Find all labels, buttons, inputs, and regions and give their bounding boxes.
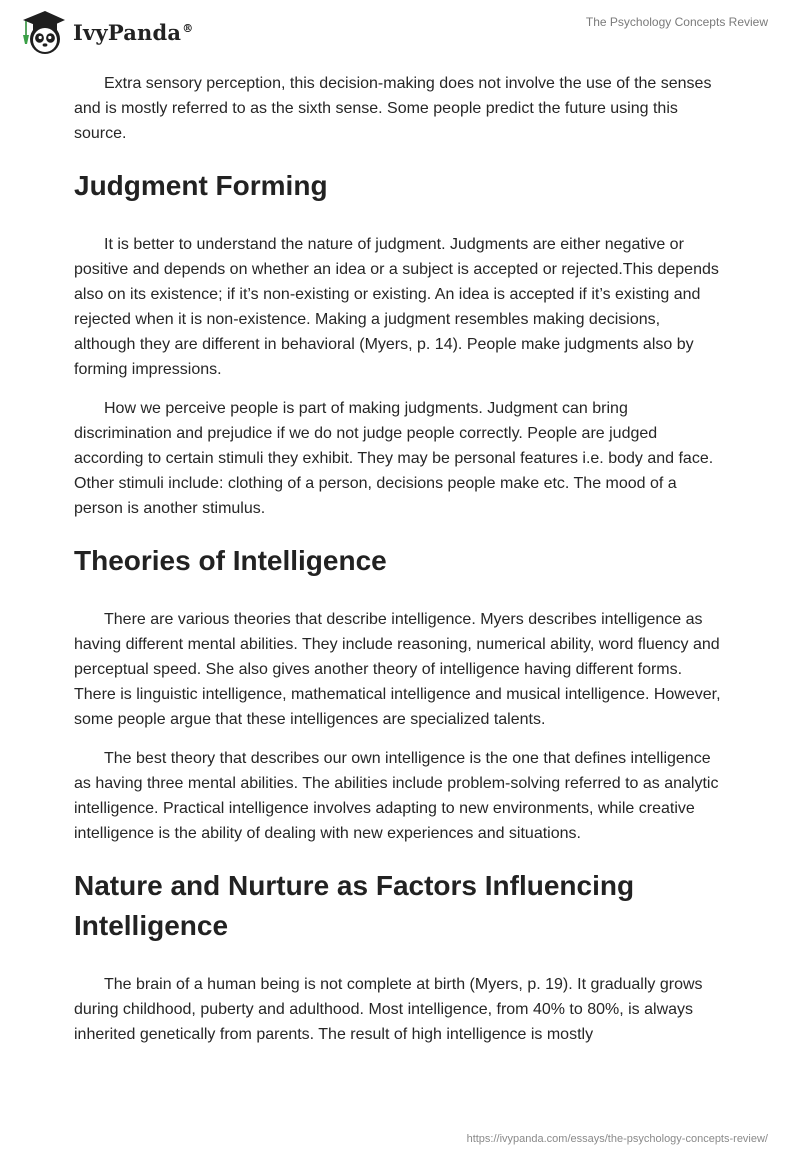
paragraph-various-theories: There are various theories that describe intelligence. Myers describes intelligence as having different mental abilities. They include reasoning, numerical ability, word fluency and perceptual speed. She also gives another theory of intelligence having different forms. There is linguistic intelligence, mathematical intelligence and musical intelligence. However, some people argue that these intelligences are specialized talents.: [74, 611, 721, 728]
paragraph-extra-sensory: Extra sensory perception, this decision-making does not involve the use of the senses and is mostly referred to as the sixth sense. Some people predict the future using this source.: [74, 75, 712, 142]
paragraph-judgment-nature: It is better to understand the nature of judgment. Judgments are either negative or positive and depends on whether an idea or a subject is accepted or rejected.This depends also on its existence; if it’s non-existing or existing. An idea is accepted if it’s existing and rejected when it is non-existence. Making a judgment resembles making decisions, although they are different in behavioral (Myers, p. 14). People make judgments also by forming impressions.: [74, 236, 719, 378]
paragraph-best-theory: The best theory that describes our own intelligence is the one that defines intelligence as having three mental abilities. The abilities include problem-solving referred to as analytic intelligence. Practical intelligence involves adapting to new environments, while creative intelligence is the ability of dealing with new experiences and situations.: [74, 750, 719, 842]
panda-graduate-logo-icon: [15, 6, 67, 58]
page-header: [0, 0, 800, 64]
brand-registered-mark: ®: [182, 21, 194, 35]
heading-theories-of-intelligence: Theories of Intelligence: [74, 545, 387, 576]
essay-body: [74, 71, 724, 1061]
document-title: The Psychology Concepts Review: [585, 15, 768, 29]
heading-judgment-forming: Judgment Forming: [74, 170, 328, 201]
paragraph-brain-at-birth: The brain of a human being is not complete at birth (Myers, p. 19). It gradually grows during childhood, puberty and adulthood. Most intelligence, from 40% to 80%, is always inherited genetically from parents. The result of high intelligence is mostly: [74, 976, 703, 1043]
brand-logo[interactable]: [15, 6, 193, 58]
heading-nature-nurture: Nature and Nurture as Factors Influencing Intelligence: [74, 870, 635, 941]
brand-name: IvyPanda: [73, 19, 182, 45]
paragraph-perceive-people: How we perceive people is part of making judgments. Judgment can bring discrimination and prejudice if we do not judge people correctly. People are judged according to certain stimuli they exhibit. They may be personal features i.e. body and face. Other stimuli include: clothing of a person, decisions people make etc. The mood of a person is another stimulus.: [74, 400, 714, 517]
source-url[interactable]: https://ivypanda.com/essays/the-psychology-concepts-review/: [466, 1133, 768, 1145]
